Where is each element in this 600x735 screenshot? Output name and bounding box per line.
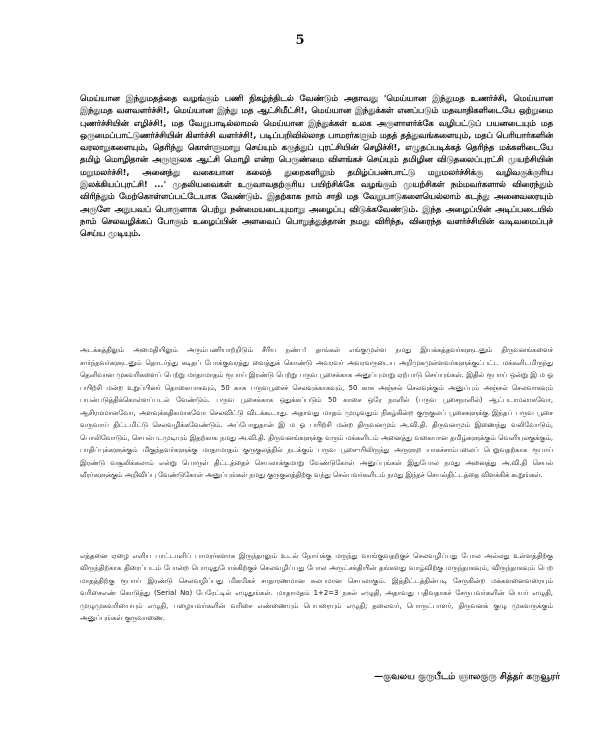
page-number: 5 — [295, 33, 305, 48]
paragraph-2: அடக்கத்திலும் அமைதியிலும் அரும்பணியாற்றிடும் சீரிய நண்ப! தாங்கள் எங்குமுள்ள நமது இயக்கத்தவர்களுடனும் திருவனங்களைச் சார்ந்தவர்களுடனும் தொடர்ந்து கடிதப் போக்குவரத்து வைத்துக் கொண்டு அவரவர் அவரவருடைய அறிமுகமுள்ளவர்களுக்குட்பட்ட மக்களிடமிருந்து தெளிவான முகவரிகளைப் பெற்று மாதாமாதம் ரூபாய் இரண்டு பெற்று பருவ பூசைக்காக அனுப்புமாறு ஏற்பாடு செய்யுங்கள். இதில் ரூபாய் ஒன்று இ ம ஓ பயிற்சி மன்ற உறுப்பினர் தொகையாகவும், 50 காசு பருவபூசைச் செலவுக்காகவும், 50 காசு அஞ்சல் செலவுக்கும் அனுப்பும் அஞ்சல் செலவாகவும் பயன்படுத்திக்கொள்ளப்படல் வேண்டும். பருவ பூசைக்காக ஒதுக்கப்படும் 50 காசை ஒரே நாளில் (பருவ பூசைநாளில்) ஆட்படாமலாகவோ, ஆசிரமமானவோ, அளவுக்கதிகமாகவோ செலவிட்டு விடக்கூடாது. அதாவது மாதம் முழுவதும் நிகழ்கின்ற குருகுலப் பூசைகளுக்கு இந்தப் பருவ பூசை வருவாய் திட்டமிட்டு செலவழிக்கவேண்டும். அப்போதுதான் இ ம ஓ பயிற்சி மன்ற திருவனமும் அ.வி.தி. திருவனமும் இணைந்து வலிவோடும், பொலிவோடும், செயல்படமுடியும் இதற்காக நமது அ.வி.தி. திருவனங்களுக்கு வரும் மக்களிடம் அனைத்து வகையான தமிழ்களுக்கும் வெளியுலகுக்கும், பாதிப்புக்களுக்கும் மிகுந்தவர்களுக்கு மாதாமாதம் குருகுலத்தில் நடக்கும் பருவ பூசை-யிலிருந்து அருளுற யாகச்சாம்பலைப் பெறுவதற்காக ரூபாய் இரண்டு வசூலிக்கலாம் என்று பொருள் திட்டத்தைச் செயலாக்குமாறு வேண்டுகோள் அனுப்புங்கள் இதுபோல நமது அனைத்து அ.வி.தி செயல் வீரர்களுக்கும் அறிவிப்பு வேண்டுகோள் அனுப்புங்கள் நமது குருகுலத்திற்கு வந்து செல்பவர்களிடம் நமது இந்தச் செயல்திட்டத்தை விளக்கிக் கூறுங்கள். — [80, 346, 553, 479]
paragraph-1: மெய்யான இந்துமதத்தை வழங்கும் பணி நிகழ்ந்திடல் வேண்டும் அதாவது 'மெய்யான இந்துமத உணர்ச்சி, மெய்யான இந்துமத வளவளர்ச்சி!, மெய்யான இந்து மத ஆட்சிமீட்சி!, மெய்யான இந்துக்கள் எனப்படும் மதவாதிகளிடையே ஒற்றுமை புணர்ச்சியின் எழிச்சி!, மத வேறுபாடில்லாமல் மெய்யான இந்துக்கள் உலக அருளாளர்க்கே வழிபட்டுப் பயனடையும் மத ஒருமைப்பாட்டுணர்ச்சியின் கிளர்ச்சி வளர்ச்சி!, படிப்பறிவில்லாத பாமரர்களும் மதத் தத்துவங்களையும், மதப் பெரியார்களின் வரலாறுகளையும், தெரிந்து கொள்ளுமாறு செய்யும் கருத்துப் புரட்சியின் செழிச்சி!, எழுதப்படிக்கத் தெரிந்த மக்களிடையே தமிழ் மொழிதான் அருளுலக ஆட்சி மொழி என்ற பெருண்மை விளங்கச் செய்யும் தமிழின விடுதலைப்புரட்சி முயற்சியின் மறுமலர்ச்சி!, அனைத்து வகையான கலைத் துறைகளிலும் தமிழ்ப்பண்பாட்டு மறுமலர்ச்சிக்கு வழிவகுக்குரிய இலக்கியப்புரட்சி! ...' முதலியவைகள் உருவாவதற்குரிய பயிற்சிக்கே வழங்கும் முயற்சிகள் நம்மவர்களால் விரைந்தும் விரிந்தும் மேற்கொள்ளப்பட்டேயாக வேண்டும். இதற்காக நாம் சாதி மத வேறுபாடுகளையெல்லாம் கடந்து அனைவரையும் அருளே அநுபவப் பொருளாக பெற்று நன்மையடையுமாறு அழைப்பு விடுக்கவேண்டும். இந்த அழைப்பின் அடிப்படையில் நாம் செலவழிக்கப் போகும் உழைப்பின் அளவைப் பொறுத்துத்தான் நமது விரிந்த, விரைந்த வளர்ச்சியின் வடிவமைப்புச் செய்ய முடியும். — [80, 93, 553, 239]
signature-line: —குவலய குருபீடம் ஞாலகுரு சித்தர் கருவூரர் — [374, 672, 560, 682]
paragraph-3: எத்தனை ஏழை எளிய பாட்டாளிப் பாமரர்களாக இருந்தாலும் உடல் நோய்க்கு மருந்து வாங்குவதற்குச் செலவழிப்பது போல அல்லது உள்ளத்திற்கு விருந்திற்காக திரைப்படம் போன்ற பொழுதுபோக்கிற்குச் செலவழிப்பது போல அருட்சக்தியின் தங்களது வாழ்விற்கு மருந்தாகவும், விருந்தாகவும் பெற மாதத்திற்கு ரூபாய் இரண்டு செலவழிப்பது மிகமிகச் சாதாரணமான சுலபமான செயலாகும். இத்திட்டத்தின்படி சேருகின்ற மக்களனைவரையும் வரிசைஎண் கொடுத்து (Serial No) பேரேட்டில் எழுதுங்கள். மாதாமதம் 1+2=3 நகல் எழுதி, அதாவது பதிவதாகச் சேருபவர்களின் பெயர் எழுதி, முழுமுகவரியையும் எழுதி, பழையவர்களின் வரிசை எண்ணையும் பெயரையும் எழுதி; தலைவர், பொருட்பாளர், திருவனக் குழு முகவருக்கும் அனுப்புங்கள் குருவாணை. — [80, 552, 553, 623]
